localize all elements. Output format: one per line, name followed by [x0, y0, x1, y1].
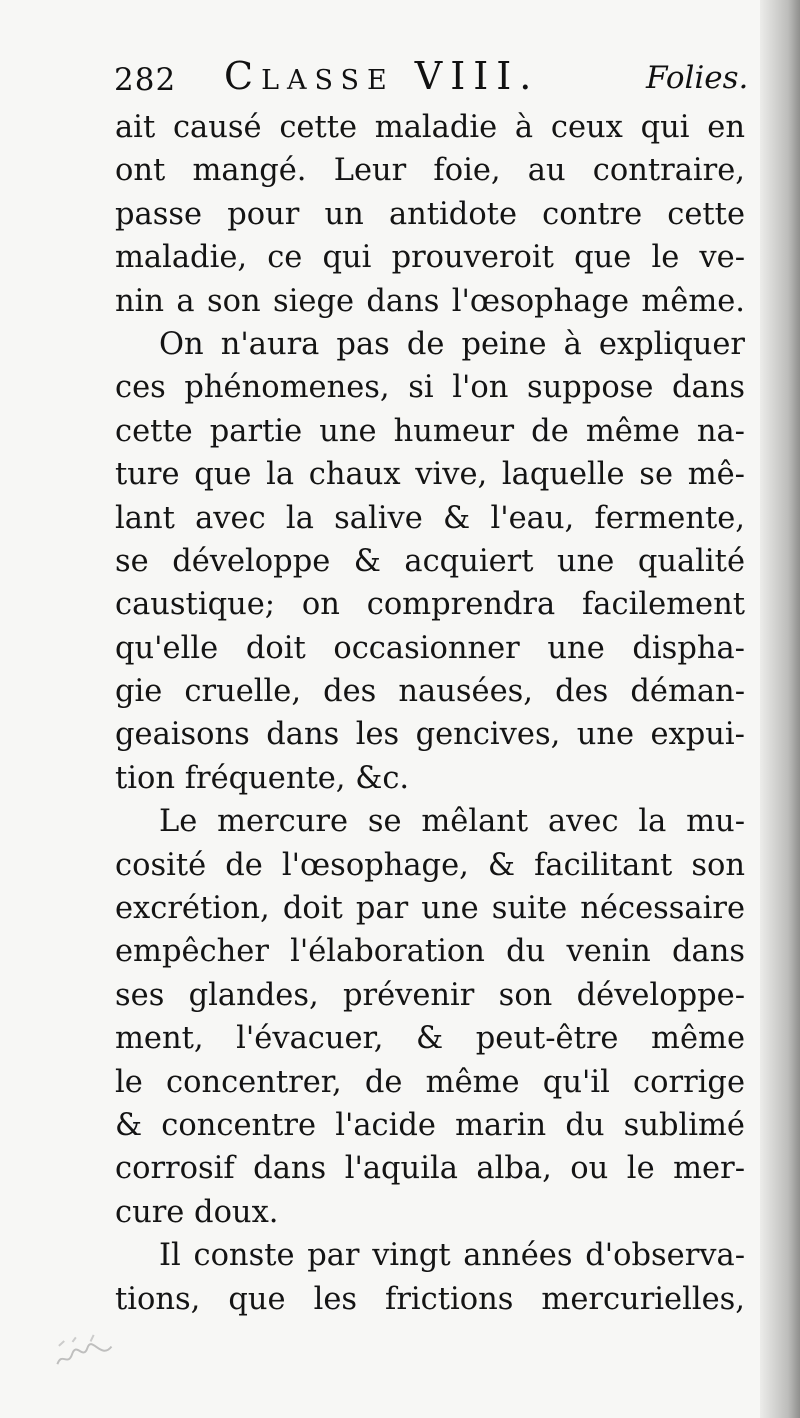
- text-line: nin a son siege dans l'œsophage même.: [115, 283, 745, 319]
- text-line: cure doux.: [115, 1194, 279, 1230]
- section-title: Folies.: [646, 60, 749, 96]
- faded-marginalia-icon: [49, 1325, 124, 1378]
- text-line: qu'elle doit occasionner une dispha-: [115, 630, 745, 666]
- text-line: ment, l'évacuer, & peut-être même: [115, 1021, 745, 1057]
- text-line: & concentre l'acide marin du sublimé: [115, 1107, 745, 1143]
- text-line: le concentrer, de même qu'il corrige: [115, 1064, 745, 1100]
- page-header: [114, 52, 754, 104]
- page-number: 282: [114, 62, 177, 98]
- text-line: passe pour un antidote contre cette: [115, 196, 745, 232]
- body-text: [115, 106, 745, 1321]
- text-line: tions, que les frictions mercurielles,: [115, 1281, 745, 1317]
- text-line: se développe & acquiert une qualité: [115, 543, 745, 579]
- text-line: tion fréquente, &c.: [115, 760, 410, 796]
- running-head: Classe VIII.: [224, 54, 540, 98]
- text-line: corrosif dans l'aquila alba, ou le mer-: [115, 1151, 745, 1187]
- text-line: cette partie une humeur de même na-: [115, 413, 745, 449]
- text-line: Le mercure se mêlant avec la mu-: [159, 804, 745, 840]
- text-line: gie cruelle, des nausées, des déman-: [115, 674, 745, 710]
- page-gutter-shadow: [760, 0, 800, 1418]
- text-line: excrétion, doit par une suite nécessaire: [115, 891, 745, 927]
- text-line: ait causé cette maladie à ceux qui en: [115, 110, 745, 145]
- text-line: ont mangé. Leur foie, au contraire,: [115, 153, 745, 189]
- text-line: lant avec la salive & l'eau, fermente,: [115, 500, 745, 536]
- text-line: cosité de l'œsophage, & facilitant son: [115, 847, 745, 883]
- text-line: On n'aura pas de peine à expliquer: [159, 326, 745, 362]
- text-line: ces phénomenes, si l'on suppose dans: [115, 370, 745, 406]
- text-line: maladie, ce qui prouveroit que le ve-: [115, 240, 745, 276]
- text-line: ses glandes, prévenir son développe-: [115, 977, 745, 1013]
- text-line: ture que la chaux vive, laquelle se mê-: [115, 457, 745, 493]
- text-line: Il conste par vingt années d'observa-: [159, 1238, 745, 1274]
- faded-marginalia-mark: [49, 1325, 124, 1378]
- text-line: geaisons dans les gencives, une expui-: [115, 717, 745, 753]
- text-line: empêcher l'élaboration du venin dans: [115, 934, 745, 970]
- text-line: caustique; on comprendra facilement: [115, 587, 745, 623]
